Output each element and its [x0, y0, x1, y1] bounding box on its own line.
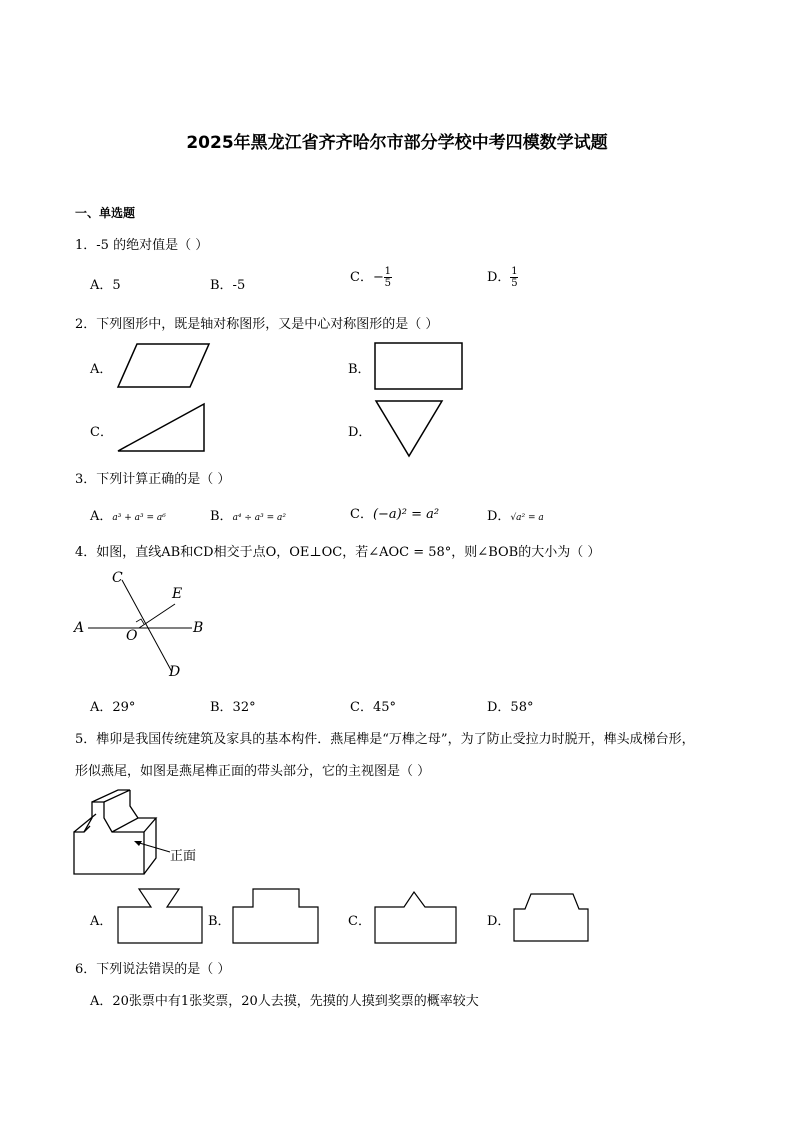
- q3-option-a-expr: a³ + a³ = a⁶: [112, 513, 166, 523]
- q1-option-a[interactable]: A．5: [90, 278, 121, 293]
- q5-option-d-figure: [513, 891, 593, 946]
- q4-option-a[interactable]: A．29°: [90, 700, 136, 715]
- q1-c-numerator: 1: [384, 266, 392, 277]
- q3-option-c-label: C．: [350, 507, 373, 522]
- q4-option-d[interactable]: D．58°: [487, 700, 534, 715]
- q5-option-c-figure: [374, 886, 464, 946]
- q5-option-b[interactable]: B．: [208, 914, 231, 929]
- q3-option-b-expr: a⁴ ÷ a³ = a²: [232, 513, 287, 523]
- question-1-stem: 1．-5 的绝对值是（ ）: [75, 238, 209, 253]
- q5-option-a[interactable]: A．: [90, 914, 113, 929]
- question-6-stem: 6．下列说法错误的是（ ）: [75, 962, 231, 977]
- q1-option-c-label: C．: [350, 270, 373, 285]
- q3-option-d-expr: √a² = a: [510, 513, 544, 523]
- q2-option-a[interactable]: A．: [90, 362, 113, 377]
- q1-c-denominator: 5: [384, 278, 392, 289]
- q1-d-denominator: 5: [511, 278, 518, 289]
- question-2-stem: 2．下列图形中，既是轴对称图形，又是中心对称图形的是（ ）: [75, 317, 439, 332]
- q1-option-c-fraction: [384, 266, 392, 289]
- right-triangle-figure: [117, 403, 207, 453]
- q2-option-b[interactable]: B．: [348, 362, 371, 377]
- q1-d-numerator: 1: [511, 266, 518, 277]
- q3-option-c-expr: (−a)² = a²: [372, 507, 440, 522]
- q3-option-a-label: A．: [90, 509, 113, 524]
- q1-option-d-fraction: [510, 266, 518, 289]
- q3-option-c[interactable]: [350, 503, 439, 522]
- parallelogram-figure: [117, 343, 212, 389]
- q2-option-d[interactable]: D．: [348, 425, 372, 440]
- point-c-label: C: [112, 570, 123, 586]
- q1-option-c[interactable]: [350, 266, 392, 289]
- question-5-stem-line2: 形似燕尾，如图是燕尾榫正面的带头部分，它的主视图是（ ）: [75, 764, 431, 779]
- point-d-label: D: [169, 664, 181, 680]
- q1-option-c-sign: −: [372, 270, 384, 285]
- q3-option-b-label: B．: [210, 509, 233, 524]
- q3-option-a[interactable]: [90, 505, 166, 524]
- q5-option-a-figure: [117, 886, 207, 946]
- front-face-label: 正面: [170, 849, 197, 864]
- q1-option-d-label: D．: [487, 270, 511, 285]
- question-4-stem: 4．如图，直线AB和CD相交于点O，OE⊥OC，若∠AOC = 58°，则∠BOB的大小为（ ）: [75, 545, 601, 560]
- dovetail-tenon-3d-figure: [72, 788, 212, 880]
- point-b-label: B: [193, 620, 204, 636]
- q1-option-d[interactable]: [487, 266, 518, 289]
- question-5-stem-line1: 5．榫卯是我国传统建筑及家具的基本构件．燕尾榫是“万榫之母”，为了防止受拉力时脱开，榫头成梯台形，: [75, 732, 695, 747]
- rectangle-figure: [374, 342, 464, 391]
- q2-option-c[interactable]: C．: [90, 425, 113, 440]
- question-3-stem: 3．下列计算正确的是（ ）: [75, 472, 231, 487]
- point-e-label: E: [172, 586, 183, 602]
- q5-option-c[interactable]: C．: [348, 914, 371, 929]
- point-a-label: A: [74, 620, 85, 636]
- q3-option-d[interactable]: [487, 505, 544, 524]
- inverted-triangle-figure: [374, 399, 444, 459]
- q3-option-b[interactable]: [210, 505, 286, 524]
- q4-option-c[interactable]: C．45°: [350, 700, 396, 715]
- section-heading: 一、单选题: [75, 206, 136, 220]
- point-o-label: O: [126, 628, 138, 644]
- page-title: 2025年黑龙江省齐齐哈尔市部分学校中考四模数学试题: [186, 133, 608, 153]
- q5-option-d[interactable]: D．: [487, 914, 511, 929]
- q4-option-b[interactable]: B．32°: [210, 700, 256, 715]
- q5-option-b-figure: [232, 886, 322, 946]
- q1-option-b[interactable]: B．-5: [210, 278, 246, 293]
- q3-option-d-label: D．: [487, 509, 511, 524]
- q6-option-a[interactable]: A．20张票中有1张奖票，20人去摸，先摸的人摸到奖票的概率较大: [90, 994, 479, 1009]
